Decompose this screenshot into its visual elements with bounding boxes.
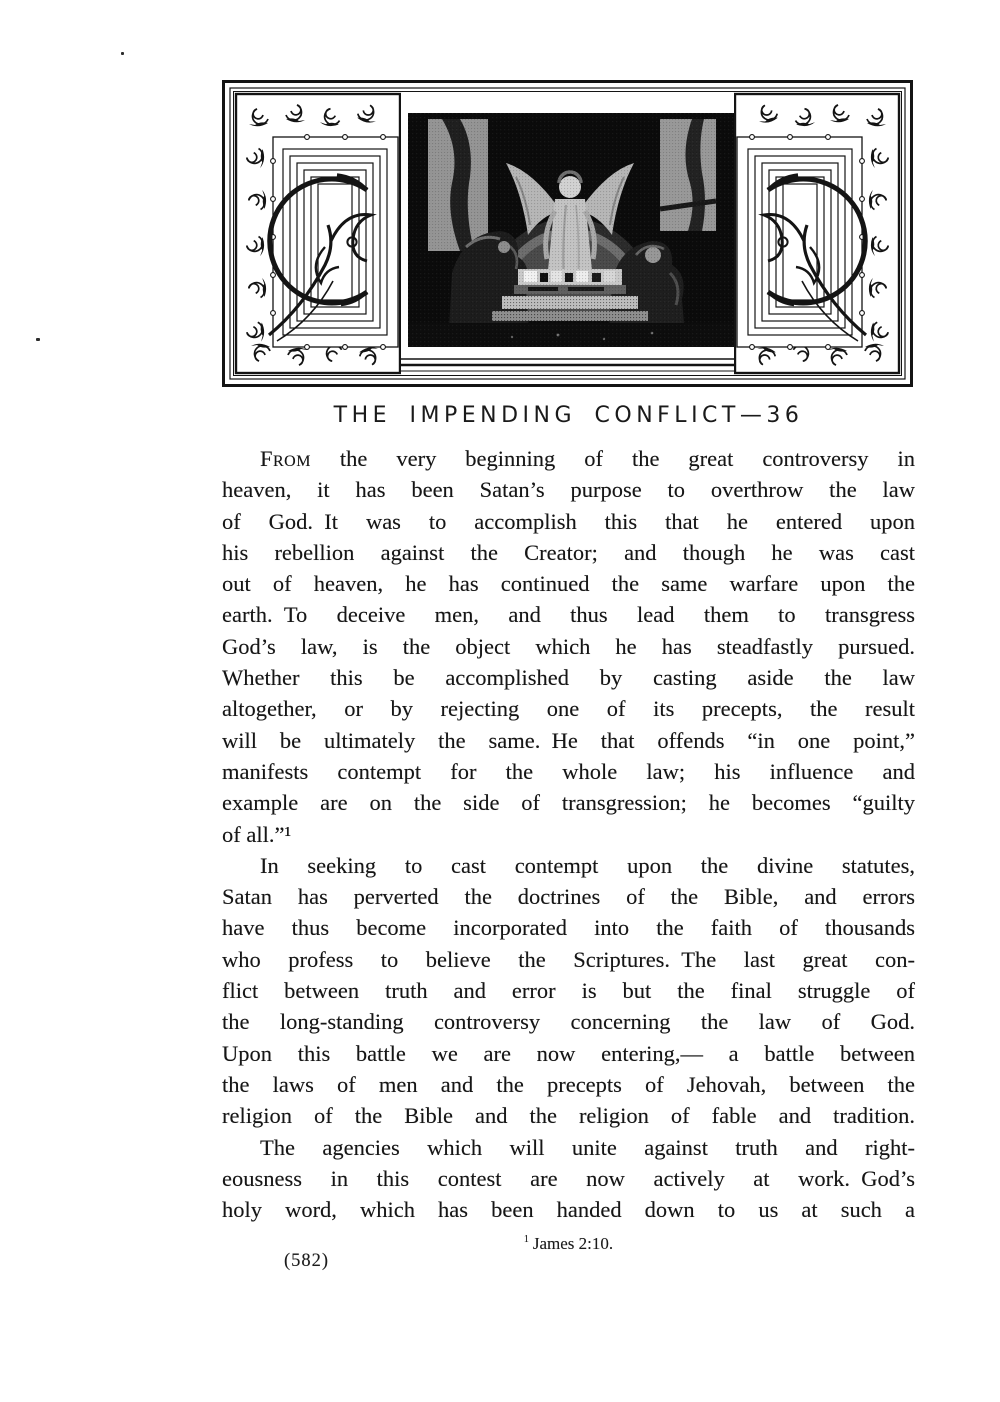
page-number: (582) bbox=[284, 1251, 330, 1271]
text-line: example are on the side of transgression; he becomes “guilty bbox=[222, 790, 915, 816]
text-line: of all.”¹ bbox=[222, 821, 292, 847]
chapter-title: THE IMPENDING CONFLICT—36 bbox=[333, 403, 804, 428]
body-text bbox=[222, 443, 915, 1225]
ornamental-border-illustration bbox=[222, 80, 913, 387]
text-line: Upon this battle we are now entering,— a battle between bbox=[222, 1040, 915, 1066]
text-line: have thus become incorporated into the faith of thousands bbox=[222, 915, 915, 941]
text-line: the long-standing controversy concerning the law of God. bbox=[222, 1009, 915, 1035]
footnote-text: James 2:10. bbox=[532, 1234, 614, 1253]
right-ornament-panel bbox=[735, 94, 899, 373]
paragraph bbox=[222, 1132, 915, 1226]
text-line: holy word, which has been handed down to us at such a bbox=[222, 1197, 915, 1223]
text-line: In seeking to cast contempt upon the divine statutes, bbox=[260, 852, 915, 878]
text-line: eousness in this contest are now actively at work. God’s bbox=[222, 1165, 915, 1191]
text-line: out of heaven, he has continued the same warfare upon the bbox=[222, 571, 915, 597]
text-line: heaven, it has been Satan’s purpose to overthrow the law bbox=[222, 477, 915, 503]
halftone-photo-angel-illustration bbox=[408, 113, 734, 347]
text-line: From the very beginning of the great controversy in bbox=[260, 446, 915, 471]
text-line: his rebellion against the Creator; and though he was cast bbox=[222, 539, 915, 565]
text-line: manifests contempt for the whole law; his influence and bbox=[222, 758, 915, 784]
footnote-marker: 1 bbox=[523, 1234, 529, 1246]
text-line: the laws of men and the precepts of Jehovah, between the bbox=[222, 1071, 915, 1097]
scan-speck bbox=[36, 338, 40, 341]
text-line: flict between truth and error is but the final struggle of bbox=[222, 978, 915, 1004]
text-line: The agencies which will unite against truth and right- bbox=[260, 1134, 915, 1160]
text-line: Whether this be accomplished by casting aside the law bbox=[222, 665, 915, 691]
paragraph bbox=[222, 443, 915, 850]
text-line: who profess to believe the Scriptures. The last great con- bbox=[222, 946, 915, 972]
text-line: altogether, or by rejecting one of its precepts, the result bbox=[222, 696, 915, 722]
left-ornament-panel bbox=[236, 94, 400, 373]
chapter-header-art bbox=[222, 80, 913, 387]
text-line: Satan has perverted the doctrines of the Bible, and errors bbox=[222, 884, 915, 910]
paragraph bbox=[222, 850, 915, 1132]
lead-word: From bbox=[260, 446, 311, 471]
text-line: will be ultimately the same. He that offends “in one point,” bbox=[222, 727, 915, 753]
text-line: of God. It was to accomplish this that he entered upon bbox=[222, 508, 915, 534]
text-line: religion of the Bible and the religion of fable and tradition. bbox=[222, 1103, 915, 1129]
scan-speck bbox=[121, 52, 124, 55]
text-line: earth. To deceive men, and thus lead them to transgress bbox=[222, 602, 915, 628]
text-line: God’s law, is the object which he has steadfastly pursued. bbox=[222, 633, 915, 659]
